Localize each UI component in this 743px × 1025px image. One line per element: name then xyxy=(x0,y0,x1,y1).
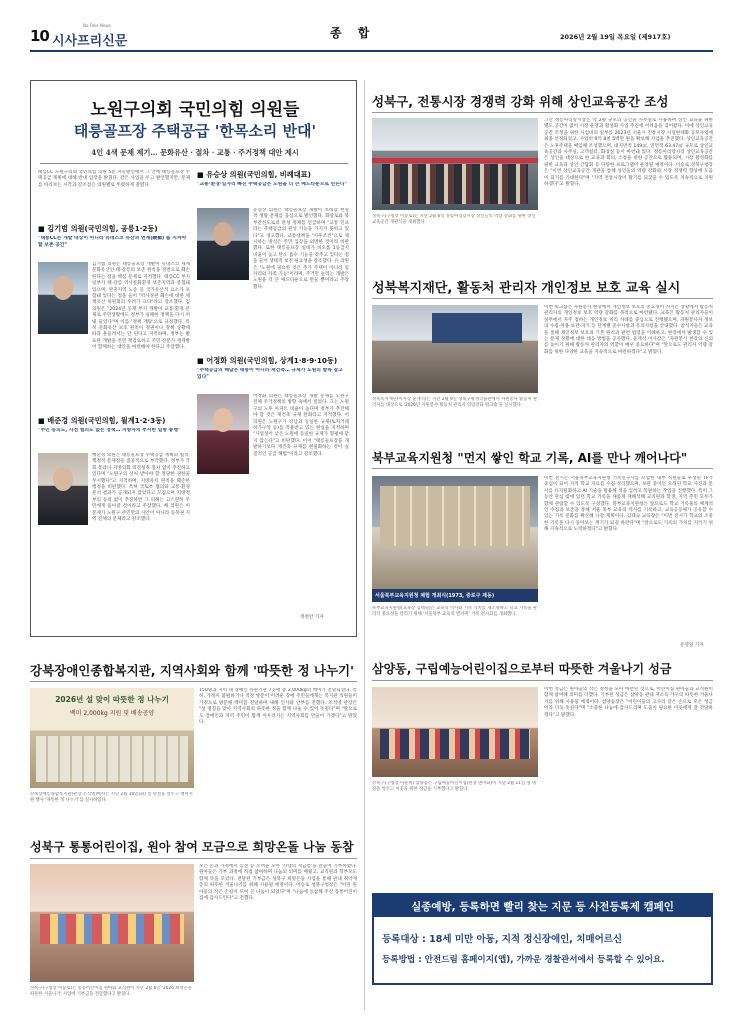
member3-heading: ■ 유승상 의원(국민의힘, 비례대표) xyxy=(197,170,311,179)
samyang-caption: 강북구(구청장 이순희) 삼양동은 구립예능어린이집(원장 변미화)이 지난 2월 11일 설 명절을 앞두고 이웃을 위한 성금을 기부했다고 밝혔다. xyxy=(372,781,537,792)
member2-photo xyxy=(38,453,88,525)
campaign-ad-line2: 등록방법 : 안전드림 홈페이지(앱), 가까운 경찰관서에서 등록할 수 있어요. xyxy=(382,955,665,965)
welfare-photo xyxy=(372,305,538,393)
lead-intro: 태릉CC 노원구의회 국민의힘 의원 5분 자유발언에서 그 안에 태릉골프장 주택공급 계획에 대해 반대 입장을 밝혔다. 같은 사업을 두고 발언했지만, 문제를 바라보는 시각과 강조점은 의원별로 뚜렷하게 갈렸다. xyxy=(38,170,190,188)
member4-text: 어정화 의원은 태릉골프장 개발 문제를 노원구 전체 주거정책의 방향 속에서 짚었다. 그는 노원구의 노후 아파트 비율이 높다며 정부가 추진해야 할 것은 재건축 규제 완화라고 지적했다. 어 의원은 노원구가 강남과 동일한 규제(토지거래허가구역 등)를 적용받고 있는 현실을 지적하며 "사업성이 낮은 노원에 동일한 규제가 형평에 맞지 않는다"고 비판했다. 이어 "태릉골프장을 개발하기보다 재건축 규제를 현실화하는 것이 실질적인 공급 해법"이라고 강조했다. xyxy=(253,394,349,457)
disabled-center-headline: 강북장애인종합복지관, 지역사회와 함께 '따뜻한 정 나누기' xyxy=(30,663,354,678)
samyang-photo xyxy=(372,687,538,777)
market-rule xyxy=(372,112,713,113)
welfare-headline: 성북복지재단, 활동처 관리자 개인정보 보호 교육 실시 xyxy=(372,281,681,296)
lead-subheadline: 태릉골프장 주택공급 '한목소리 반대' xyxy=(73,122,317,140)
member4-heading: ■ 어정화 의원(국민의힘, 상계1·8·9·10동) xyxy=(197,356,338,365)
member1-text: 김기범 의원은 태릉골프장 개발이 유네스코 세계문화유산인 태·강릉의 보존 원칙을 정면으로 훼손한다는 점을 핵심 문제로 지적했다. 태릉CC 부지 일부가 태·강릉 역사문화환경 보존지역과 중첩돼 있으며, 완충지역 노송 등 국가유산적 요소가 포함돼 있다는 점을 들어 "역사경관 훼손에 대한 세계유산 위원회의 우려가 크다"라고 강조했다. 김 의원은 "2024년 등재 부지 개발이 교통·환경 문제로 주민생활에도 정부가 실패한 정책을 다시 꺼내 들었다"며 이를 '정책 재탕'으로 규정했다. 특히 문화유산 보호 원칙이 정권이나 정책 상황에 따라 흔들려서는 안 된다고 지적하며, 정부는 발표한 개발을 전면 재검토하고 주민·전문가·재개발이 함께하는 대안을 마련해야 한다고 주장했다. xyxy=(92,262,190,351)
newspaper-name: 시사프리신문 xyxy=(52,34,128,49)
lead-headline: 노원구의회 국민의힘 의원들 xyxy=(90,100,300,120)
daycare-headline: 성북구 통통어린이집, 원아 참여 모금으로 희망온돌 나눔 동참 xyxy=(30,840,354,854)
welfare-text: 이번 워크숍은 자원봉사 현장에서 개인정보 보호의 중요성이 커지는 상황에서 활동처 관리자의 개인정보 보호 역량 강화를 목적으로 마련됐다. 교육은 활동처 관리자들이 실무에서 자주 접하는 개인정보 처리 사례를 중심으로 진행됐으며, 자원봉사자 정보의 수집·이용·보관·파기 등 단계별 준수사항과 유의사항을 안내했다. 참석자들은 교육을 통해 개인정보 보호의 기본 원칙과 관련 법령을 이해하고, 현장에서 발생할 수 있는 문제 상황에 대한 대응 방법을 공유했다. 윤재석 이사장은 "자원봉사 현장의 신뢰를 높이기 위해 활동처 관리자의 역할이 매우 중요하다"며 "앞으로도 관리자 역량 강화를 위한 다양한 교육을 지속적으로 마련하겠다"고 밝혔다. xyxy=(544,305,713,355)
section-title: 종 합 xyxy=(330,26,376,40)
member2-quote: "주민 동의도, 사전 협의도 없는 정책… 지방자치 부시한 일방 통행" xyxy=(38,428,181,433)
records-headline: 북부교육지원청 "먼지 쌓인 학교 기록, AI를 만나 깨어나다" xyxy=(372,451,688,465)
member2-text: 배준경 의원은 태릉골프장 주택공급 계획의 법적·행정적 문제점을 집중적으로 부각했다. 정부가 국회 통과나 지방의회 의견청취 절차 없이 추진하고 있다며 "노원구의 상처 받아야 할 정당한 권한을 무시했다"고 지적하며, 지방자치 원칙을 훼손한 행정을 비판했다. 특히 국토부 협의와 교통·환경 분석 결과가 공개되지 않았다고 꼬집으며 지방정부의 동의 없이 추진하면 그 피해는 고스란히 주민에게 돌아갈 것이라고 주장했다. 배 의원은 이 문제가 노원구 주민만의 사안이 아니라 동북권 지역 전체의 문제라고 강조했다. xyxy=(92,453,190,523)
lead-byline: 정천안 기자 xyxy=(300,615,324,620)
daycare-caption: 성북구(구청장 이승로)는 통통어린이집 원아와 교직원이 지난 2월 6일 '2026 희망온돌 따뜻한 겨울나기' 사업에 기부금을 전달했다고 밝혔다. xyxy=(30,986,192,997)
market-text: 그간 정릉아리랑시장은 약 2평 규모의 공간을 사무실로 사용하며 상인 교육을 위한 별도 공간이 없어 시장 운영과 활성화 사업 추진에 어려움을 겪어왔다. 이에 상인교육공간 조성을 위한 사업비의 일부를 2023년 서울시 전통시장 시설현대화 공모사업에 최종 선정되었고, 사업비 9억 8천 5백만 원을 확보해 사업을 추진했다. 상인교육공간은 노후주택을 매입해 조성했으며, 대지면적 149㎡, 연면적 63.47㎡ 규모로 상인교육공간과 사무실, 고객쉼터, 화장실 등이 마련돼 있다. 정릉아리랑시장 상인교육공간은 상인을 대상으로 한 교육과 회의, 소통을 위한 공간으로 활용되며, 시장 활성화를 위한 교육과 상인 간담회 등 다양한 프로그램이 운영될 예정이다. 이승로 성북구청장은 "이번 상인교육공간 개관을 통해 상인들의 역량 강화와 시장 경쟁력 향상에 도움이 되기를 기대한다"며 "지역 전통시장이 활기를 되찾을 수 있도록 지속적으로 지원하겠다"고 밝혔다. xyxy=(544,118,713,188)
samyang-text: 이번 성금은 원아들의 작은 정성을 모아 마련된 것으로, 어린이집 원아들과 교직원이 함께 참여해 의미를 더했다. 기부된 성금은 삼양동 관내 저소득 가구의 따뜻한 겨울나기를 위해 사용될 예정이다. 삼양동장은 "어린이들의 고사리 같은 손으로 모은 성금이라 더욱 뜻깊다"며 "소중한 나눔에 감사드리며 도움이 필요한 이웃에게 잘 전달하겠다"고 말했다. xyxy=(544,687,713,718)
disabled-center-text: 150명과 지역 내 장애인 유관기관 7곳에 총 2,000kg의 백미가 전달되었다. 특히, 가정이 불편하거나 적정 방문이 어려운 장애 주민들에게는 복지관 직원들이 가정으로 방문해 백미를 전달하며 새해 인사와 안부를 전했다. 조석영 관장은 "설 명절을 맞아 지역사회의 따뜻한 정을 함께 나눌 수 있어 뜻깊다"며 "앞으로도 장애인과 지역 주민이 함께 어우러지는 지역사회를 만들어 가겠다"고 밝혔다. xyxy=(199,688,357,726)
member4-photo xyxy=(197,394,249,474)
daycare-rule xyxy=(30,858,357,859)
records-byline: 유영일 기자 xyxy=(680,643,704,648)
rice-banner-subtitle: 백미 2,000kg 지원 및 배송공양 xyxy=(69,710,155,717)
market-caption: 성북구(구청장 이승로)는 지난 2월 6일 정릉아리랑시장 상인들의 역량 강화를 위한 상인교육공간 개관식을 개최했다. xyxy=(372,214,536,225)
lead-deck: 4인 4색 문제 제기… 문화유산 · 절차 · 교통 · 주거정책 대안 제시 xyxy=(91,148,299,157)
member3-text: 유승상 의원은 태릉골프장 개발이 초래할 현실적 생활 문제를 중심으로 발언했다. 화랑로와 북부간선도로의 만성 정체를 언급하며 "교통 인프라는 주택공급의 원상 기능을 가지지 못하고 있다"고 경고했다. 교통대책을 "사후조건"으로 제시하는 방식은 주민 입장을 외면한 것이라 비판했다. 또한 태릉골프장 일대가 비오톱 1등급지 비율이 높고 탄소 흡수 기능을 갖추고 있다는 점을 들어 생태적 보전 필요성을 강조했다. 유 의원은 "노원에 필요한 것은 추가 주택이 아니라 일자리와 자족 기능"이라며, 주거만 늘리는 개발은 노원을 더 큰 베드타운으로 만들 뿐이라고 주장했다. xyxy=(253,208,349,290)
welfare-caption: 성북복지재단(이사장 윤재석)은 지난 2월 9일 성북구평생학습관에서 자원봉사 활동처 관리자를 대상으로 '2026년 자원봉사 활동처 관리자 역량강화 워크숍'을 실시했다. xyxy=(372,397,538,408)
market-headline: 성북구, 전통시장 경쟁력 강화 위해 상인교육공간 조성 xyxy=(372,94,669,109)
campaign-ad-line1: 등록대상 : 18세 미만 아동, 지적 정신장애인, 치매어르신 xyxy=(382,934,623,945)
records-text: 이번 전시는 서울북부교육지원청 기록연구사를 포함한 내부 직원들로 구성된 TF가 중심이 되어 지역 학교 자료를 수집·정리했으며, 보관 중이던 오래된 학교 사진과 문서를 디지털화하고 AI 기술을 활용해 색을 입히고 복원하는 작업을 진행했다. 특히 그동안 관심 밖에 있던 학교 기록을 새롭게 재해석해 교직원과 학생, 지역 주민 모두가 함께 관람할 수 있도록 구성했다. 북부교육지원청은 앞으로도 학교 기록물의 체계적인 수집과 보존을 통해 서울 북부 교육의 역사를 기록하고, 교육공동체가 공유할 수 있는 기록 문화를 확산해 나갈 계획이다. 김태숙 교육장은 "이번 전시가 학교의 소중한 기록을 다시 돌아보는 계기가 되길 바란다"며 "앞으로도 기록의 가치를 지키기 위해 지속적으로 노력하겠다"고 밝혔다. xyxy=(544,476,713,533)
disabled-center-rule xyxy=(30,681,357,682)
masthead-rule xyxy=(30,50,713,52)
samyang-headline: 삼양동, 구립예능어린이집으로부터 따뜻한 겨울나기 성금 xyxy=(372,662,672,676)
welfare-rule xyxy=(372,298,713,299)
member2-heading: ■ 배준경 의원(국민의힘, 월계1·2·3동) xyxy=(38,416,166,425)
member3-quote: "교통·환경·일자리 빠진 주택공급은 노원을 더 큰 베드타운으로 만든다" xyxy=(197,182,348,187)
rice-banner-title: 2026년 설 맞이 따뜻한 정 나누기 xyxy=(55,695,169,704)
disabled-center-caption: 강북장애인종합복지관(관장 조석영)에서는 지난 2월 10일(화) 설 명절을 앞두고 백미지원 행사 '따뜻한 정 나누기'를 실시하였다. xyxy=(30,792,193,803)
page-number: 10 xyxy=(30,27,49,45)
member3-photo xyxy=(197,208,249,280)
deck-rule xyxy=(40,163,348,164)
daycare-text: 모은 돈과 가정에서 동전 등 소액을 모아 '사랑의 저금통'을 만들어 기부하였다. 원아들은 기부 과정에 직접 참여하며 나눔의 의미를 배웠고, 교직원과 학부모도 함께 뜻을 모았다. 전달된 기부금은 성북구 희망온돌 사업을 통해 관내 취약계층의 따뜻한 겨울나기를 위해 사용될 예정이다. 이승로 성북구청장은 "어린 원아들의 작은 손길이 모여 큰 나눔이 되었다"며 "나눔에 동참해 주신 통통어린이집에 감사드린다"고 전했다. xyxy=(199,864,357,902)
newspaper-tagline: No Fake News xyxy=(83,23,111,28)
market-photo xyxy=(372,118,538,210)
member1-heading: ■ 김기범 의원(국민의힘, 공릉1·2동) xyxy=(38,224,158,233)
campaign-ad-title: 실종예방, 등록하면 빨리 찾는 지문 등 사전등록제 캠페인 xyxy=(411,901,674,913)
column-divider xyxy=(364,80,365,1010)
member1-quote: "태릉CC는 개발 대상이 아니라 유네스코 유산과 연계(緩衝) 를 지켜야 할 보존 공간" xyxy=(38,236,187,248)
records-photo-label: 서울북부교육지원청 체험 개최식(1973, 중로구 제동) xyxy=(375,593,495,599)
records-rule xyxy=(372,468,713,469)
rice-banner-photo xyxy=(30,688,194,788)
samyang-rule xyxy=(372,680,713,681)
member4-quote: "주택공급의 해답은 태릉이 아니라 재건축… 규제가 노원의 발목 잡고 있다" xyxy=(197,368,343,380)
records-photo xyxy=(372,476,538,602)
member1-photo xyxy=(38,262,88,334)
daycare-photo xyxy=(30,864,194,982)
issue-date: 2026년 2월 19일 목요일 (제917호) xyxy=(560,33,671,41)
records-caption: 북부교육지원청(교육장 김태숙)은 교육의 역사와 기록 가치를 재조명하고 학교 기록물 관리의 중요성을 알리기 위해 '서울북부 교육의 발자취' 기록 전시회를 개최했다. xyxy=(372,606,538,617)
